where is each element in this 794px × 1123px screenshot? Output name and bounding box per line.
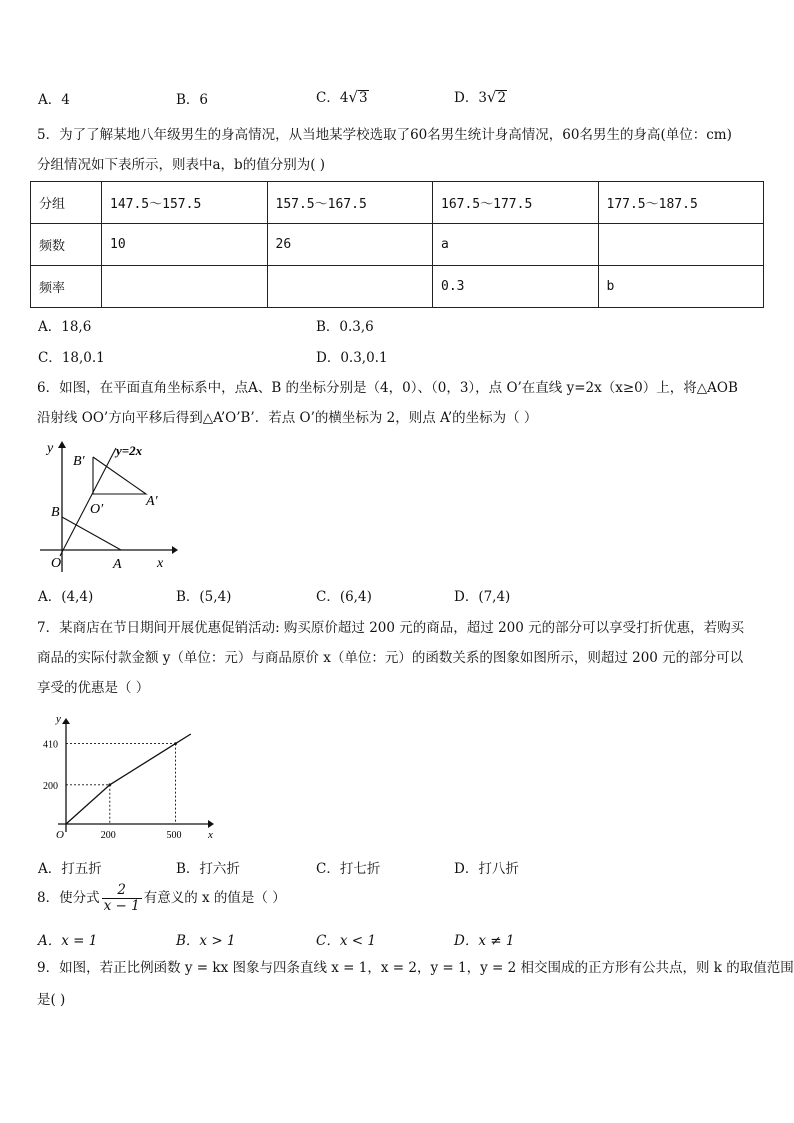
triangle-a-o-b-prime: [93, 457, 146, 494]
q6-option-a: A．(4,4): [38, 589, 94, 605]
origin-label: O: [56, 829, 64, 840]
q5-option-c: C．18,0.1: [38, 350, 105, 366]
table-cell: 10: [102, 224, 268, 266]
q6-option-b: B．(5,4): [176, 589, 232, 605]
y-axis-arrow: [58, 441, 66, 448]
segment-ab: [62, 517, 121, 550]
q7-stem-line2: 商品的实际付款金额 y（单位：元）与商品原价 x（单位：元）的函数关系的图象如图所示，则超过 200 元的部分可以: [37, 650, 744, 666]
y-tick-label: 410: [43, 739, 58, 751]
y-axis-arrow: [62, 718, 70, 724]
q6-coordinate-figure: [36, 436, 178, 576]
q6-stem-line1: 6．如图，在平面直角坐标系中，点A、B 的坐标分别是（4，0）、（0，3），点 O’在直线 y=2x（x≥0）上，将△AOB: [37, 380, 738, 396]
q4-option-d-prefix: D．3: [454, 90, 487, 106]
q8-option-a: A．x = 1: [38, 933, 98, 949]
fraction-numerator: 2: [102, 883, 142, 899]
q5-option-d: D．0.3,0.1: [316, 350, 388, 366]
table-cell: b: [598, 266, 764, 308]
table-cell: 频数: [31, 224, 102, 266]
table-cell: [267, 266, 433, 308]
q7-option-a: A．打五折: [38, 861, 102, 877]
q9-stem-line1: 9．如图，若正比例函数 y = kx 图象与四条直线 x = 1，x = 2，y = 1，y = 2 相交围成的正方形有公共点，则 k 的取值范围: [37, 960, 794, 976]
point-o-label: O: [51, 556, 62, 571]
table-cell: 147.5～157.5: [102, 182, 268, 224]
q9-stem-line2: 是( ): [37, 992, 66, 1008]
q4-option-a: A．4: [38, 92, 70, 108]
table-cell: [598, 224, 764, 266]
table-cell: a: [433, 224, 599, 266]
q8-suffix: 有意义的 x 的值是（ ）: [143, 890, 286, 906]
q7-option-d: D．打八折: [454, 861, 519, 877]
radical-sign: √: [486, 88, 497, 106]
q8-option-d: D．x ≠ 1: [454, 933, 515, 949]
q8-option-c: C．x < 1: [316, 933, 376, 949]
table-cell: 频率: [31, 266, 102, 308]
table-cell: [102, 266, 268, 308]
table-cell: 分组: [31, 182, 102, 224]
x-axis-label: x: [208, 829, 213, 840]
q6-option-c: C．(6,4): [316, 589, 372, 605]
line-y-2x: [60, 448, 116, 556]
q5-frequency-table: [30, 181, 764, 308]
x-axis-label: x: [157, 556, 164, 571]
q7-stem-line1: 7．某商店在节日期间开展优惠促销活动: 购买原价超过 200 元的商品，超过 200 元的部分可以享受打折优惠，若购买: [37, 620, 745, 636]
table-row: [31, 224, 764, 266]
q4-option-d-radicand: 2: [497, 90, 507, 106]
point-a-label: A: [113, 557, 122, 572]
fraction-denominator: x − 1: [103, 898, 140, 914]
q5-option-b: B．0.3,6: [316, 319, 374, 335]
q4-option-c-radicand: 3: [358, 90, 368, 106]
data-point: [108, 783, 111, 786]
q7-stem-line3: 享受的优惠是（ ）: [37, 680, 150, 696]
table-cell: 167.5～177.5: [433, 182, 599, 224]
point-o-prime-label: O′: [90, 502, 104, 517]
q5-stem-line1: 5．为了了解某地八年级男生的身高情况，从当地某学校选取了60名男生统计身高情况，60名男生的身高(单位：cm): [37, 127, 732, 143]
q7-option-c: C．打七折: [316, 861, 381, 877]
table-cell: 26: [267, 224, 433, 266]
q8-stem: [37, 883, 286, 914]
x-axis-arrow: [208, 820, 214, 828]
q6-stem-line2: 沿射线 OO’方向平移后得到△A’O’B’．若点 O’的横坐标为 2，则点 A’的坐标为（ ）: [37, 410, 538, 426]
point-b-label: B: [51, 505, 60, 520]
table-cell: 0.3: [433, 266, 599, 308]
y-axis-label: y: [47, 441, 54, 456]
table-row: [31, 182, 764, 224]
q4-option-d: [454, 86, 507, 106]
point-a-prime-label: A′: [146, 494, 158, 509]
q7-price-chart: [36, 712, 216, 840]
q8-fraction: [102, 883, 142, 914]
series-line: [66, 734, 191, 824]
q5-stem-line2: 分组情况如下表所示，则表中a，b的值分别为( ): [37, 157, 326, 173]
x-axis-arrow: [172, 546, 178, 554]
data-point: [174, 742, 177, 745]
q8-option-b: B．x > 1: [176, 933, 236, 949]
table-cell: 177.5～187.5: [598, 182, 764, 224]
line-label: y=2x: [116, 443, 143, 458]
radical-sign: √: [348, 88, 358, 106]
table-row: [31, 266, 764, 308]
q6-option-d: D．(7,4): [454, 589, 511, 605]
y-axis-label: y: [56, 713, 61, 725]
y-tick-label: 200: [43, 780, 58, 792]
x-tick-label: 200: [100, 830, 116, 840]
q4-option-c: [316, 86, 369, 106]
q8-prefix: 8．使分式: [37, 890, 100, 906]
table-cell: 157.5～167.5: [267, 182, 433, 224]
q4-option-b: B．6: [176, 92, 209, 108]
point-b-prime-label: B′: [73, 454, 85, 469]
q4-option-c-prefix: C．4: [316, 90, 349, 106]
q5-option-a: A．18,6: [38, 319, 92, 335]
x-tick-label: 500: [166, 830, 182, 840]
q7-option-b: B．打六折: [176, 861, 240, 877]
